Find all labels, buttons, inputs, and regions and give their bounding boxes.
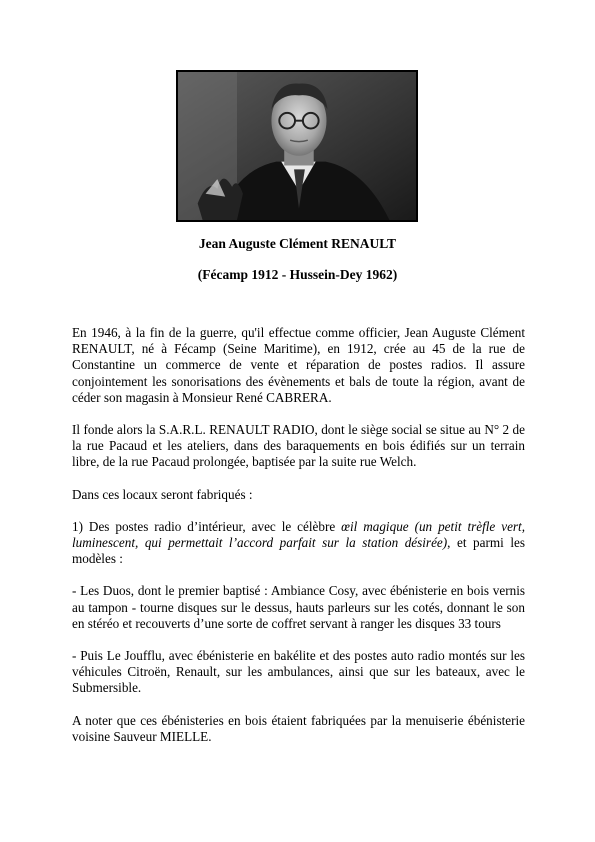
paragraph-6: - Puis Le Joufflu, avec ébénisterie en bakélite et des postes auto radio montés sur les véhicules Citroën, Renault, sur les ambulances, ainsi que sur les bateaux, avec le Submersible.	[72, 648, 525, 696]
paragraph-4	[72, 519, 525, 568]
paragraph-4-italic: œil magique (un petit trèfle vert, luminescent, qui permettait l’accord parfait sur la station désirée)	[72, 518, 526, 551]
caption-name: Jean Auguste Clément RENAULT	[198, 236, 397, 251]
paragraph-4-end: , et parmi les modèles :	[72, 535, 525, 567]
paragraph-7: A noter que ces ébénisteries en bois étaient fabriquées par la menuiserie ébénisterie voisine Sauveur MIELLE.	[72, 712, 525, 744]
portrait-image	[178, 72, 416, 220]
paragraph-4-start: 1) Des postes radio d’intérieur, avec le célèbre	[72, 518, 342, 534]
caption-dates: (Fécamp 1912 - Hussein-Dey 1962)	[197, 267, 398, 282]
paragraph-1: En 1946, à la fin de la guerre, qu'il effectue comme officier, Jean Auguste Clément RENAULT, né à Fécamp (Seine Maritime), en 1912, crée au 45 de la rue de Constantine un commerce de vente et réparation de postes radios. Il assure conjointement les sonorisations des évènements et bals de toute la région, avant de céder son magasin à Monsieur René CABRERA.	[72, 325, 525, 405]
portrait-photo	[176, 70, 418, 222]
paragraph-5: - Les Duos, dont le premier baptisé : Ambiance Cosy, avec ébénisterie en bois vernis au tampon - tourne disques sur le dessus, hauts parleurs sur les cotés, donnant le son en stéréo et recouverts d’une sorte de coffret servant à ranger les disques 33 tours	[72, 583, 525, 631]
paragraph-3: Dans ces locaux seront fabriqués :	[72, 486, 253, 502]
body-text	[72, 325, 525, 745]
paragraph-2: Il fonde alors la S.A.R.L. RENAULT RADIO, dont le siège social se situe au N° 2 de la rue Pacaud et les ateliers, dans des baraquements en bois édifiés sur un terrain libre, de la rue Pacaud prolongée, baptisée par la suite rue Welch.	[72, 422, 525, 470]
